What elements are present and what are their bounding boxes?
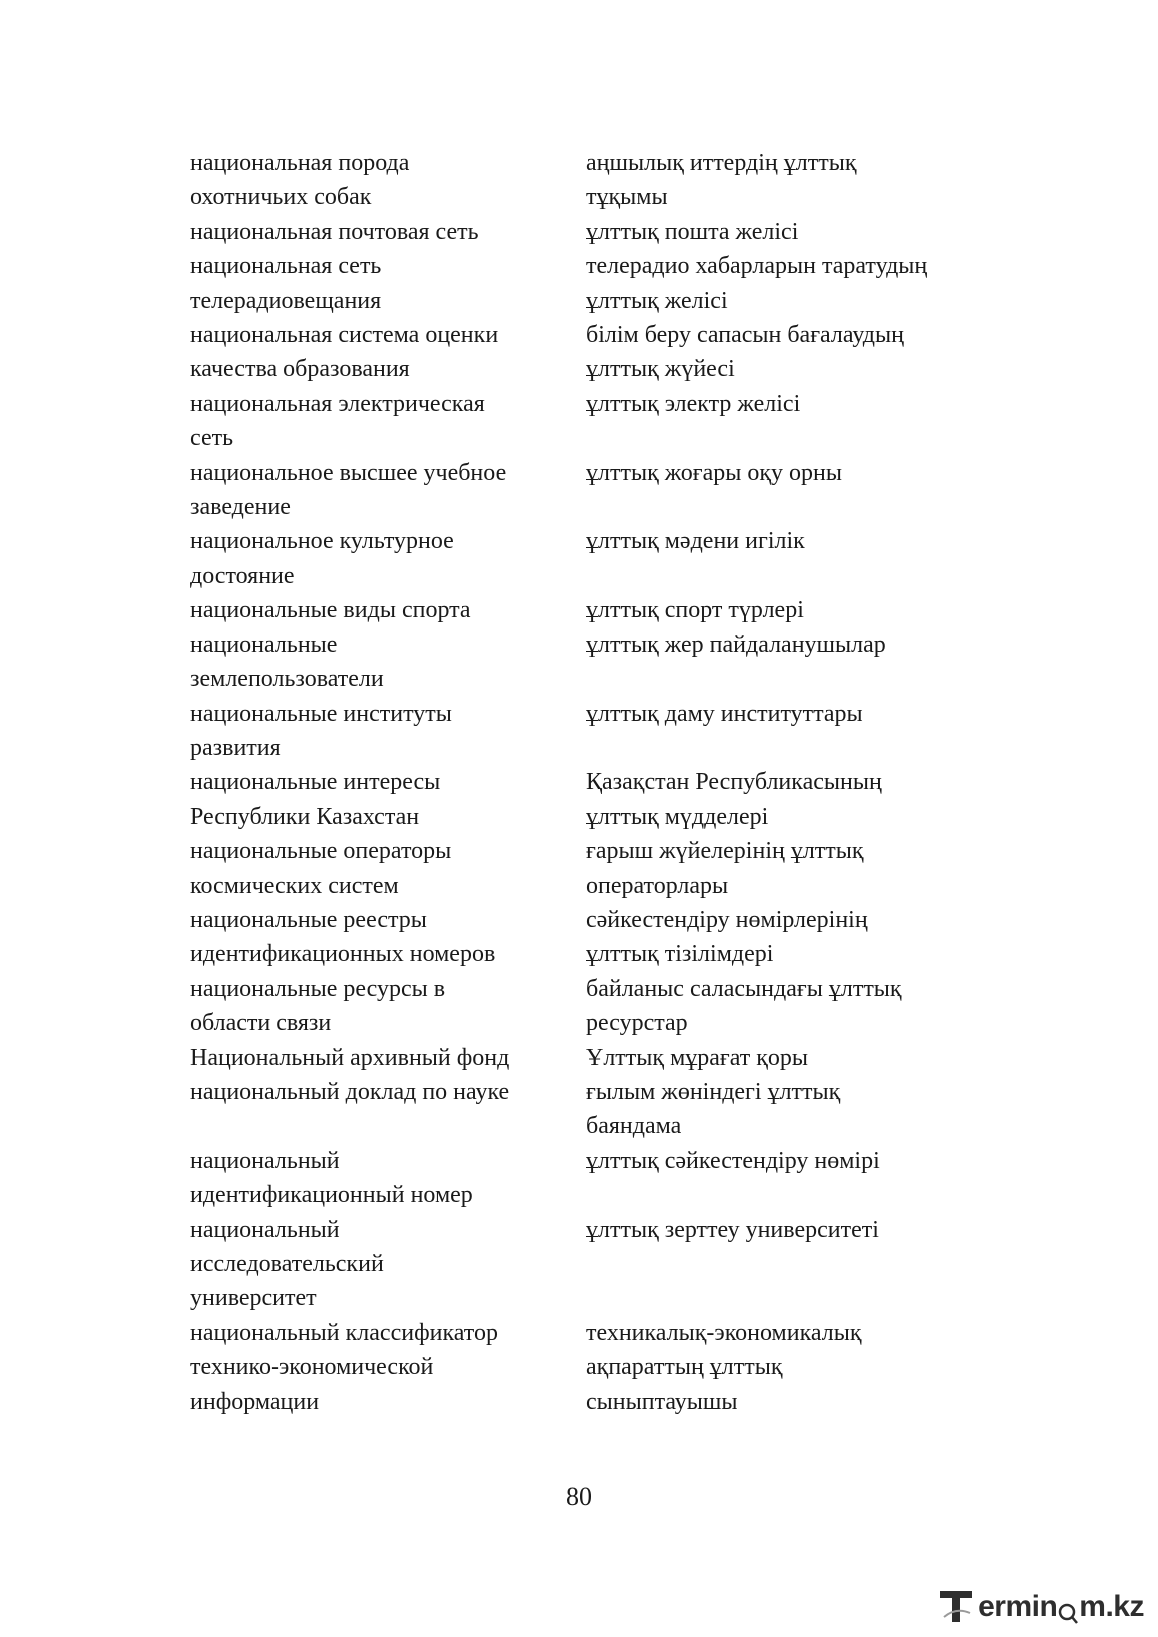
kazakh-term: байланыс саласындағы ұлттық ресурстар: [586, 975, 902, 1037]
kazakh-term: телерадио хабарларын таратудың ұлттық желісі: [586, 253, 928, 314]
glossary-row: [190, 1041, 1020, 1075]
glossary-row: [190, 1075, 1020, 1144]
kazakh-term: ұлттық сәйкестендіру нөмірі: [586, 1147, 880, 1174]
glossary-row: [190, 628, 1020, 697]
russian-term: национальная сеть телерадиовещания: [190, 253, 382, 314]
russian-term: национальный исследовательский университет: [190, 1216, 384, 1312]
russian-term: национальный классификатор технико-экономической информации: [190, 1319, 498, 1415]
russian-term: национальное культурное достояние: [190, 528, 454, 589]
watermark-text-end: m.kz: [1079, 1590, 1144, 1623]
page-number: 80: [566, 1482, 592, 1511]
russian-term: национальные ресурсы в области связи: [190, 975, 446, 1037]
kazakh-term: ұлттық электр желісі: [586, 390, 801, 417]
kazakh-term: Қазақстан Республикасының ұлттық мүдделері: [586, 769, 882, 830]
kazakh-term: ұлттық жер пайдаланушылар: [586, 631, 886, 658]
glossary-row: [190, 903, 1020, 972]
glossary-row: [190, 146, 1020, 215]
russian-term: национальные институты развития: [190, 700, 452, 761]
kazakh-term: ұлттық зерттеу университеті: [586, 1216, 879, 1243]
kazakh-term: ғылым жөніндегі ұлттық баяндама: [586, 1078, 841, 1140]
kazakh-term: ғарыш жүйелерінің ұлттық операторлары: [586, 838, 864, 899]
watermark-text-start: ermin: [978, 1590, 1058, 1623]
t-letter-logo-icon: [936, 1585, 976, 1625]
kazakh-term: білім беру сапасын бағалаудың ұлттық жүйесі: [586, 322, 904, 383]
glossary-row: [190, 215, 1020, 249]
glossary-row: [190, 524, 1020, 593]
glossary-table: [190, 146, 1020, 1419]
russian-term: национальная порода охотничьих собак: [190, 150, 410, 211]
glossary-row: [190, 697, 1020, 766]
glossary-row: [190, 972, 1020, 1041]
glossary-row: [190, 593, 1020, 627]
russian-term: национальные операторы космических систем: [190, 838, 452, 899]
glossary-row: [190, 1213, 1020, 1316]
kazakh-term: сәйкестендіру нөмірлерінің ұлттық тізілімдері: [586, 906, 868, 968]
glossary-row: [190, 1144, 1020, 1213]
magnifier-icon: [1057, 1595, 1079, 1625]
glossary-row: [190, 765, 1020, 834]
glossary-row: [190, 456, 1020, 525]
glossary-row: [190, 387, 1020, 456]
russian-term: национальные виды спорта: [190, 597, 471, 624]
russian-term: национальное высшее учебное заведение: [190, 459, 507, 521]
kazakh-term: Ұлттық мұрағат қоры: [586, 1044, 809, 1071]
kazakh-term: ұлттық спорт түрлері: [586, 597, 804, 624]
russian-term: национальные землепользователи: [190, 631, 384, 693]
termincom-watermark[interactable]: [936, 1585, 1144, 1625]
glossary-row: [190, 249, 1020, 318]
glossary-row: [190, 834, 1020, 903]
kazakh-term: техникалық-экономикалық ақпараттың ұлттық сыныптауышы: [586, 1319, 862, 1415]
russian-term: национальные реестры идентификационных номеров: [190, 906, 496, 968]
russian-term: национальная электрическая сеть: [190, 390, 485, 452]
russian-term: национальный доклад по науке: [190, 1078, 510, 1105]
kazakh-term: ұлттық жоғары оқу орны: [586, 459, 842, 486]
glossary-row: [190, 318, 1020, 387]
kazakh-term: ұлттық мәдени игілік: [586, 528, 805, 555]
kazakh-term: аңшылық иттердің ұлттық тұқымы: [586, 150, 857, 211]
russian-term: национальная система оценки качества образования: [190, 322, 499, 383]
russian-term: национальная почтовая сеть: [190, 218, 479, 245]
kazakh-term: ұлттық даму институттары: [586, 700, 863, 727]
russian-term: Национальный архивный фонд: [190, 1044, 510, 1071]
russian-term: национальные интересы Республики Казахстан: [190, 769, 441, 830]
glossary-row: [190, 1316, 1020, 1419]
kazakh-term: ұлттық пошта желісі: [586, 218, 799, 245]
russian-term: национальный идентификационный номер: [190, 1147, 473, 1209]
